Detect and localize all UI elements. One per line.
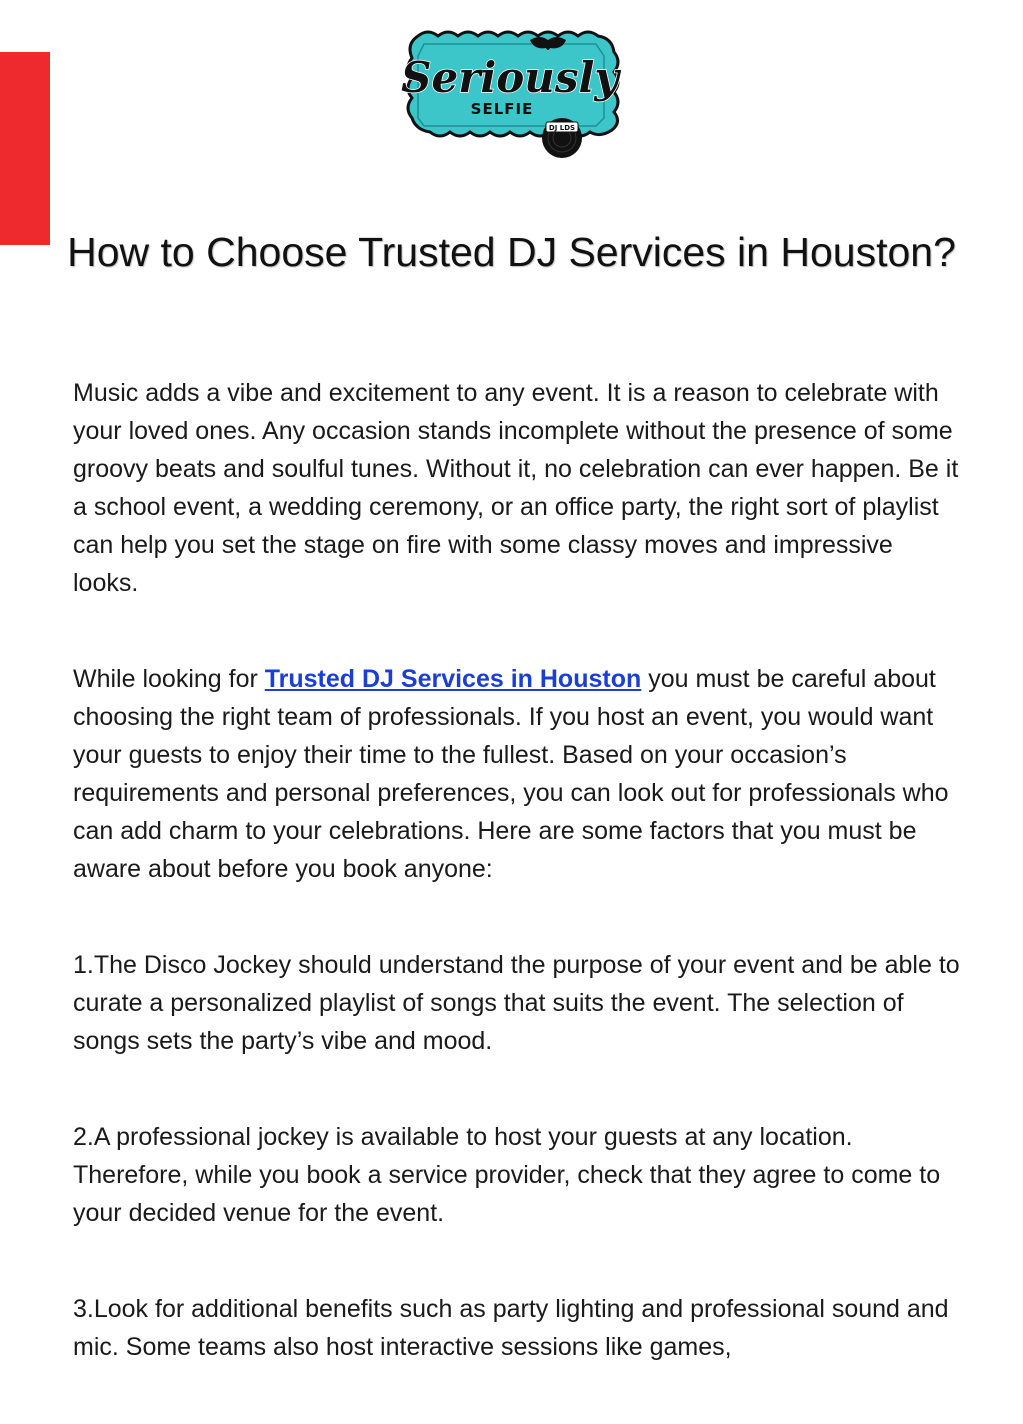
- paragraph-text-after-link: you must be careful about choosing the right team of professionals. If you host an event, you would want your guests to enjoy their time to the fullest. Based on your occasion’s requirements and personal preferences, you can look out for professionals who can add charm to your celebrations. Here are some factors that you must be aware about before you book anyone:: [73, 665, 949, 883]
- paragraph-point-3: 3.Look for additional benefits such as party lighting and professional sound and mic. Some teams also host interactive sessions like games,: [73, 1295, 949, 1361]
- red-accent-bar: [0, 52, 50, 245]
- paragraph-point-1: 1.The Disco Jockey should understand the purpose of your event and be able to curate a personalized playlist of songs that suits the event. The selection of songs sets the party’s vibe and mood.: [73, 951, 960, 1055]
- article-body: [73, 374, 963, 1424]
- paragraph-point-2: 2.A professional jockey is available to host your guests at any location. Therefore, while you book a service provider, check that they agree to come to your decided venue for the event.: [73, 1123, 941, 1227]
- svg-text:SELFIE: SELFIE: [470, 100, 534, 118]
- paragraph-text-before-link: While looking for: [73, 665, 265, 693]
- svg-text:Seriously: Seriously: [401, 53, 619, 102]
- trusted-dj-services-link[interactable]: Trusted DJ Services in Houston: [264, 665, 642, 693]
- svg-text:DJ LDS: DJ LDS: [548, 124, 576, 132]
- paragraph-trusted-dj: [73, 660, 963, 888]
- page-title: How to Choose Trusted DJ Services in Houston?: [67, 229, 956, 275]
- record-icon: [542, 118, 582, 158]
- seriously-selfie-logo: [390, 26, 630, 162]
- paragraph-intro: Music adds a vibe and excitement to any event. It is a reason to celebrate with your loved ones. Any occasion stands incomplete without the presence of some groovy beats and soulful tunes. Without it, no celebration can ever happen. Be it a school event, a wedding ceremony, or an office party, the right sort of playlist can help you set the stage on fire with some classy moves and impressive looks.: [73, 379, 959, 597]
